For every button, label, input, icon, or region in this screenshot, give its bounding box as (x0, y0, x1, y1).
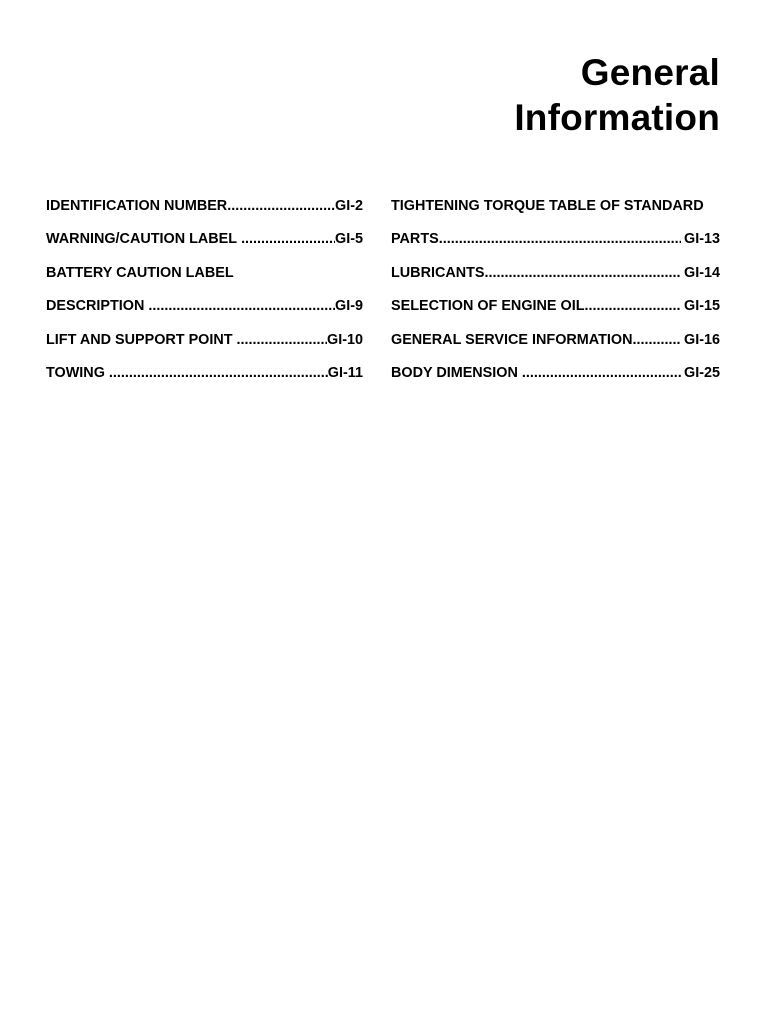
toc-entry-tightening-torque-table[interactable] (391, 195, 720, 228)
toc-entry-page: GI-13 (684, 231, 720, 248)
toc-entry-warning-caution-label[interactable] (46, 228, 363, 261)
toc-entry-title: LIFT AND SUPPORT POINT (46, 331, 233, 348)
toc-entry-page: GI-10 (327, 331, 363, 348)
page-title (514, 50, 720, 140)
toc-entry-identification-number[interactable] (46, 195, 363, 228)
toc-entry-page: GI-11 (327, 364, 363, 381)
toc-leader-dots (439, 228, 681, 250)
toc-leader-dots (485, 262, 681, 284)
page-title-line-1: General (580, 52, 720, 93)
toc-leader-dots (237, 329, 327, 351)
toc-leader-dots (522, 362, 681, 384)
toc-entry-page: GI-5 (335, 231, 363, 248)
toc-entry-lift-and-support-point[interactable] (46, 329, 363, 362)
toc-leader-dots (632, 329, 681, 351)
toc-entry-general-service-information[interactable] (391, 329, 720, 362)
toc-entry-title: DESCRIPTION (46, 298, 145, 315)
toc-entry-page: GI-25 (684, 364, 720, 381)
toc-entry-lubricants[interactable] (391, 262, 720, 295)
toc-entry-title: SELECTION OF ENGINE OIL (391, 298, 585, 315)
toc-entry-title: TOWING (46, 364, 105, 381)
toc-left-column (46, 195, 363, 395)
toc-right-column (391, 195, 720, 395)
toc-entry-page: GI-2 (335, 198, 363, 214)
page-title-line-2: Information (514, 97, 720, 138)
toc-entry-page: GI-16 (684, 331, 720, 348)
toc-entry-page: GI-14 (684, 264, 720, 281)
toc-entry-title: LUBRICANTS (391, 264, 485, 281)
toc-entry-towing[interactable] (46, 362, 363, 395)
toc-entry-selection-of-engine-oil[interactable] (391, 295, 720, 328)
toc-entry-battery-caution-label[interactable] (46, 262, 363, 295)
toc-leader-dots (148, 295, 335, 317)
toc-entry-page: GI-15 (684, 298, 720, 315)
toc-entry-body-dimension[interactable] (391, 362, 720, 395)
toc-entry-title: GENERAL SERVICE INFORMATION (391, 331, 633, 348)
toc-entry-title: IDENTIFICATION NUMBER (46, 198, 228, 214)
toc-entry-title: PARTS (391, 231, 439, 248)
toc-entry-title: BODY DIMENSION (391, 364, 518, 381)
toc-entry-title: TIGHTENING TORQUE TABLE OF STANDARD (391, 198, 704, 214)
toc-entry-parts[interactable] (391, 228, 720, 261)
toc-leader-dots (227, 195, 335, 217)
toc-leader-dots (241, 228, 335, 250)
toc-entry-title: BATTERY CAUTION LABEL (46, 264, 234, 281)
toc-entry-title: WARNING/CAUTION LABEL (46, 231, 238, 248)
toc-entry-description[interactable] (46, 295, 363, 328)
toc-leader-dots (585, 295, 682, 317)
toc-entry-page: GI-9 (335, 298, 363, 315)
toc-leader-dots (109, 362, 328, 384)
